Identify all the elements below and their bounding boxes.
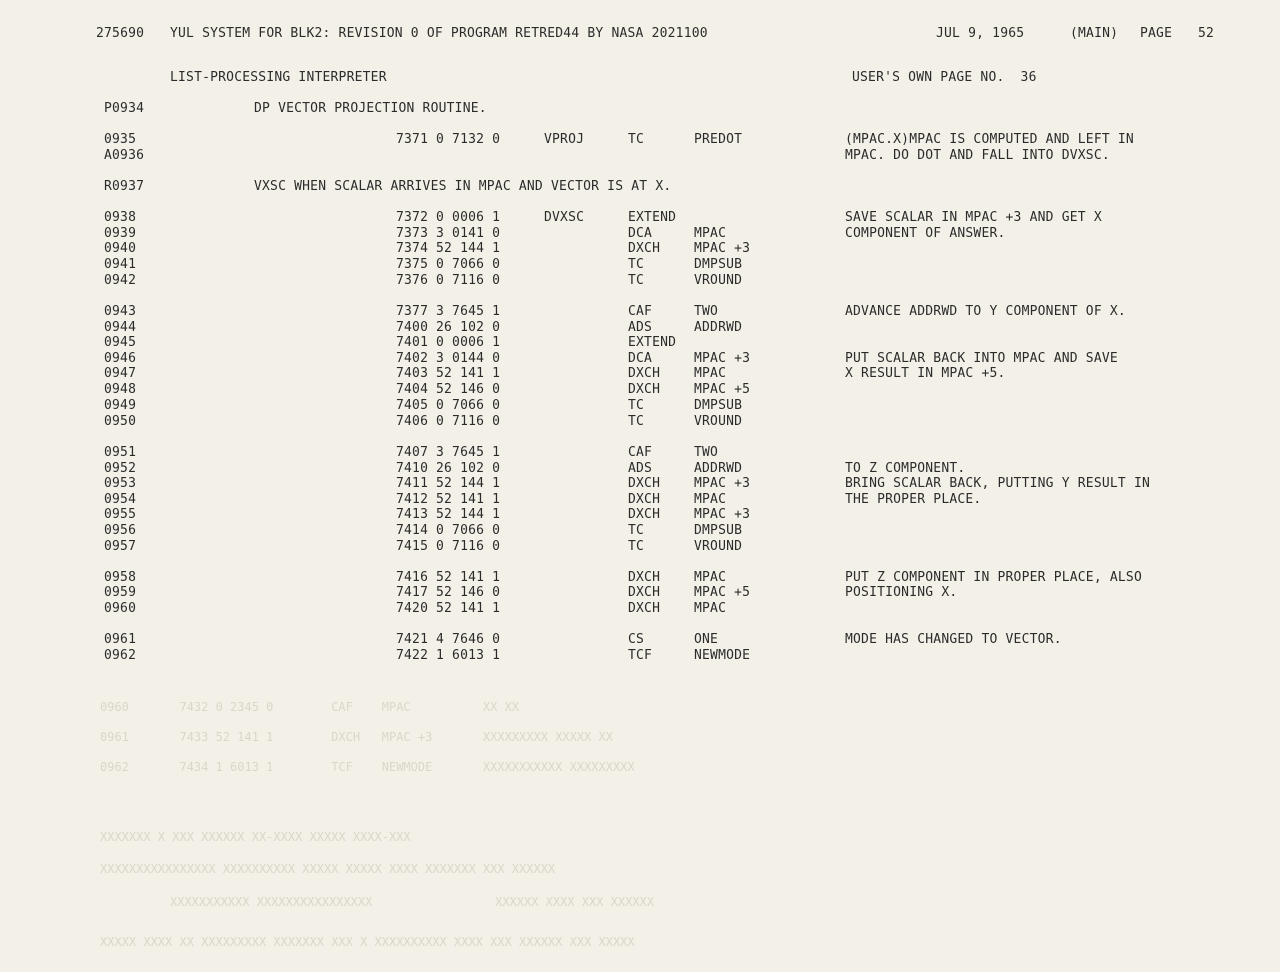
row-op: DXCH [628,601,661,616]
row-operand: MPAC [694,601,727,616]
row-operand: MPAC [694,226,727,241]
row-num: 0938 [104,210,137,225]
row-num: 0954 [104,492,137,507]
row-num: 0949 [104,398,137,413]
row-num: 0955 [104,507,137,522]
page-label: PAGE [1140,26,1173,41]
row-op: TC [628,132,645,147]
row-op: CAF [628,445,653,460]
row-addr: 7411 [396,476,429,491]
row-num: 0952 [104,461,137,476]
row-word: 52 141 1 [436,601,501,616]
row-label: VPROJ [544,132,585,147]
row-word: 52 144 1 [436,476,501,491]
main-label: (MAIN) [1070,26,1119,41]
row-addr: 7407 [396,445,429,460]
row-addr: 7416 [396,570,429,585]
page-number: 52 [1198,26,1215,41]
row-op: TC [628,539,645,554]
row-text: DP VECTOR PROJECTION ROUTINE. [254,101,487,116]
row-word: 1 6013 1 [436,648,501,663]
row-num: 0958 [104,570,137,585]
row-operand: ONE [694,632,719,647]
row-addr: 7404 [396,382,429,397]
row-word: 0 7116 0 [436,273,501,288]
row-word: 52 141 1 [436,570,501,585]
row-num: 0959 [104,585,137,600]
row-comment: (MPAC.X)MPAC IS COMPUTED AND LEFT IN [845,132,1134,147]
row-word: 52 144 1 [436,241,501,256]
row-word: 0 0006 1 [436,210,501,225]
row-comment: X RESULT IN MPAC +5. [845,366,1006,381]
row-op: DXCH [628,366,661,381]
row-comment: PUT SCALAR BACK INTO MPAC AND SAVE [845,351,1118,366]
row-op: DCA [628,351,653,366]
row-num: 0953 [104,476,137,491]
row-op: ADS [628,461,653,476]
row-word: 0 7066 0 [436,398,501,413]
row-word: 0 7066 0 [436,257,501,272]
row-operand: MPAC +3 [694,476,751,491]
row-word: 0 7066 0 [436,523,501,538]
row-op: TC [628,257,645,272]
row-num: 0939 [104,226,137,241]
listing-date: JUL 9, 1965 [936,26,1025,41]
row-num: 0941 [104,257,137,272]
row-op: EXTEND [628,210,677,225]
row-op: DXCH [628,492,661,507]
row-num: P0934 [104,101,145,116]
row-addr: 7417 [396,585,429,600]
row-op: DXCH [628,507,661,522]
row-operand: DMPSUB [694,398,743,413]
row-addr: 7400 [396,320,429,335]
row-num: 0943 [104,304,137,319]
row-comment: POSITIONING X. [845,585,958,600]
row-operand: MPAC +3 [694,241,751,256]
row-num: 0962 [104,648,137,663]
row-addr: 7401 [396,335,429,350]
row-op: ADS [628,320,653,335]
row-comment: THE PROPER PLACE. [845,492,982,507]
program-title: YUL SYSTEM FOR BLK2: REVISION 0 OF PROGRAM RETRED44 BY NASA 2021100 [170,26,708,41]
row-num: 0944 [104,320,137,335]
row-operand: DMPSUB [694,523,743,538]
row-num: 0957 [104,539,137,554]
row-word: 0 7132 0 [436,132,501,147]
row-addr: 7422 [396,648,429,663]
row-addr: 7414 [396,523,429,538]
row-operand: ADDRWD [694,461,743,476]
row-operand: MPAC [694,366,727,381]
row-word: 3 0141 0 [436,226,501,241]
row-num: 0948 [104,382,137,397]
row-operand: MPAC [694,570,727,585]
row-op: TC [628,273,645,288]
row-addr: 7403 [396,366,429,381]
row-operand: TWO [694,445,719,460]
row-addr: 7375 [396,257,429,272]
row-addr: 7376 [396,273,429,288]
row-num: 0946 [104,351,137,366]
row-num: 0940 [104,241,137,256]
row-addr: 7371 [396,132,429,147]
row-word: 52 146 0 [436,585,501,600]
row-op: DCA [628,226,653,241]
row-op: TC [628,523,645,538]
row-num: 0950 [104,414,137,429]
row-word: 26 102 0 [436,320,501,335]
row-operand: DMPSUB [694,257,743,272]
row-op: DXCH [628,570,661,585]
row-addr: 7372 [396,210,429,225]
row-comment: BRING SCALAR BACK, PUTTING Y RESULT IN [845,476,1151,491]
row-word: 4 7646 0 [436,632,501,647]
row-addr: 7377 [396,304,429,319]
row-word: 0 0006 1 [436,335,501,350]
row-word: 3 0144 0 [436,351,501,366]
users-page-number: USER'S OWN PAGE NO. 36 [852,70,1037,85]
row-comment: PUT Z COMPONENT IN PROPER PLACE, ALSO [845,570,1142,585]
row-comment: COMPONENT OF ANSWER. [845,226,1006,241]
row-num: 0947 [104,366,137,381]
row-num: 0942 [104,273,137,288]
row-op: TC [628,414,645,429]
row-addr: 7410 [396,461,429,476]
row-num: 0935 [104,132,137,147]
row-comment: ADVANCE ADDRWD TO Y COMPONENT OF X. [845,304,1126,319]
job-number: 275690 [96,26,145,41]
row-operand: ADDRWD [694,320,743,335]
row-op: CS [628,632,645,647]
row-addr: 7406 [396,414,429,429]
row-operand: MPAC +5 [694,382,751,397]
row-comment: MODE HAS CHANGED TO VECTOR. [845,632,1062,647]
row-comment: SAVE SCALAR IN MPAC +3 AND GET X [845,210,1102,225]
row-operand: TWO [694,304,719,319]
row-addr: 7373 [396,226,429,241]
row-op: TCF [628,648,653,663]
row-operand: VROUND [694,539,743,554]
row-op: CAF [628,304,653,319]
row-word: 52 144 1 [436,507,501,522]
row-addr: 7420 [396,601,429,616]
row-num: R0937 [104,179,145,194]
row-op: DXCH [628,585,661,600]
row-addr: 7374 [396,241,429,256]
row-addr: 7402 [396,351,429,366]
row-word: 52 146 0 [436,382,501,397]
row-operand: MPAC [694,492,727,507]
row-op: EXTEND [628,335,677,350]
row-num: A0936 [104,148,145,163]
row-op: DXCH [628,382,661,397]
row-operand: VROUND [694,414,743,429]
row-op: DXCH [628,241,661,256]
row-operand: MPAC +3 [694,351,751,366]
row-operand: MPAC +5 [694,585,751,600]
row-label: DVXSC [544,210,585,225]
row-num: 0951 [104,445,137,460]
row-comment: TO Z COMPONENT. [845,461,966,476]
row-addr: 7412 [396,492,429,507]
row-addr: 7421 [396,632,429,647]
row-num: 0960 [104,601,137,616]
row-operand: NEWMODE [694,648,751,663]
row-word: 52 141 1 [436,366,501,381]
row-operand: PREDOT [694,132,743,147]
row-word: 26 102 0 [436,461,501,476]
row-num: 0945 [104,335,137,350]
row-operand: MPAC +3 [694,507,751,522]
row-operand: VROUND [694,273,743,288]
row-word: 0 7116 0 [436,414,501,429]
row-num: 0961 [104,632,137,647]
row-addr: 7405 [396,398,429,413]
row-op: TC [628,398,645,413]
row-op: DXCH [628,476,661,491]
row-text: VXSC WHEN SCALAR ARRIVES IN MPAC AND VECTOR IS AT X. [254,179,672,194]
row-word: 0 7116 0 [436,539,501,554]
row-num: 0956 [104,523,137,538]
section-title: LIST-PROCESSING INTERPRETER [170,70,387,85]
row-word: 3 7645 1 [436,304,501,319]
row-addr: 7413 [396,507,429,522]
listing-page: 275690 YUL SYSTEM FOR BLK2: REVISION 0 OF PROGRAM RETRED44 BY NASA 2021100 JUL 9, 1965 (MAIN) PAGE 52 LIST-PROCESSING INTERPRETER USER'S OWN PAGE NO. 36 P0934 DP VECTOR PROJECTION ROUTINE. 0935 7371 0 7132 0 VPROJ TC PREDOT (MPAC.X)MPAC IS COMPUTED AND LEFT IN A0936 MPAC. DO DOT AND FALL INTO DVXSC. R0937 VXSC WHEN SCALAR ARRIVES IN MPAC AND VECTOR IS AT X. 0938 7372 0 0006 1 DVXSC EXTEND SAVE SCALAR IN MPAC +3 AND GET X 0939 7373 3 0141 0 DCA MPAC COMPONENT OF ANSWER. 0940 7374 52 144 1 DXCH MPAC +3 0941 7375 0 7066 0 TC DMPSUB 0942 7376 0 7116 0 TC VROUND 0943 7377 3 7645 1 CAF TWO ADVANCE ADDRWD TO Y COMPONENT OF X. 0944 7400 26 102 0 ADS ADDRWD 0945 7401 0 0006 1 EXTEND 0946 7402 3 0144 0 DCA MPAC +3 PUT SCALAR BACK INTO MPAC AND SAVE 0947 7403 52 141 1 DXCH MPAC X RESULT IN MPAC +5. 0948 7404 52 146 0 DXCH MPAC +5 0949 7405 0 7066 0 TC DMPSUB 0950 7406 0 7116 0 TC VROUND 0951 7407 3 7645 1 CAF TWO 0952 7410 26 102 0 ADS ADDRWD TO Z COMPONENT. 0953 7411 52 144 1 DXCH MPAC +3 BRING SCALAR BACK, PUTTING Y RESULT IN 0954 7412 52 141 1 DXCH MPAC THE PROPER PLACE. 0955 7413 52 144 1 DXCH MPAC +3 0956 7414 0 7066 0 TC DMPSUB 0957 7415 0 7116 0 TC VROUND 0958 7416 52 141 1 DXCH MPAC PUT Z COMPONENT IN PROPER PLACE, ALSO 0959 7417 52 146 0 DXCH MPAC +5 POSITIONING X. 0960 7420 52 141 1 DXCH MPAC 0961 7421 4 7646 0 CS ONE MODE HAS CHANGED TO VECTOR. 0962 7422 1 6013 1 TCF NEWMODE 0960 7432 0 2345 0 CAF MPAC XX XX 0961 7433 52 141 1 DXCH MPAC +3 XXXXXXXXX XXXXX XX 0962 7434 1 6013 1 TCF NEWMODE XXXXXXXXXXX XXXXXXXXX XXXXXXX X XXX XXXXXX XX-XXXX XXXXX XXXX-XXX XXXXXXXXXXXXXXXX XXXXXXXXXX XXXXX XXXXX XXXX XXXXXXX XXX XXXXXX XXXXXXXXXXX XXXXXXXXXXXXXXXX XXXXXX XXXX XXX XXXXXX XXXXX XXXX XX XXXXXXXXX XXXXXXX XXX X XXXXXXXXXX XXXX XXX XXXXXX XXX XXXXX [96,26,1215,949]
row-word: 52 141 1 [436,492,501,507]
row-word: 3 7645 1 [436,445,501,460]
row-addr: 7415 [396,539,429,554]
row-comment: MPAC. DO DOT AND FALL INTO DVXSC. [845,148,1110,163]
